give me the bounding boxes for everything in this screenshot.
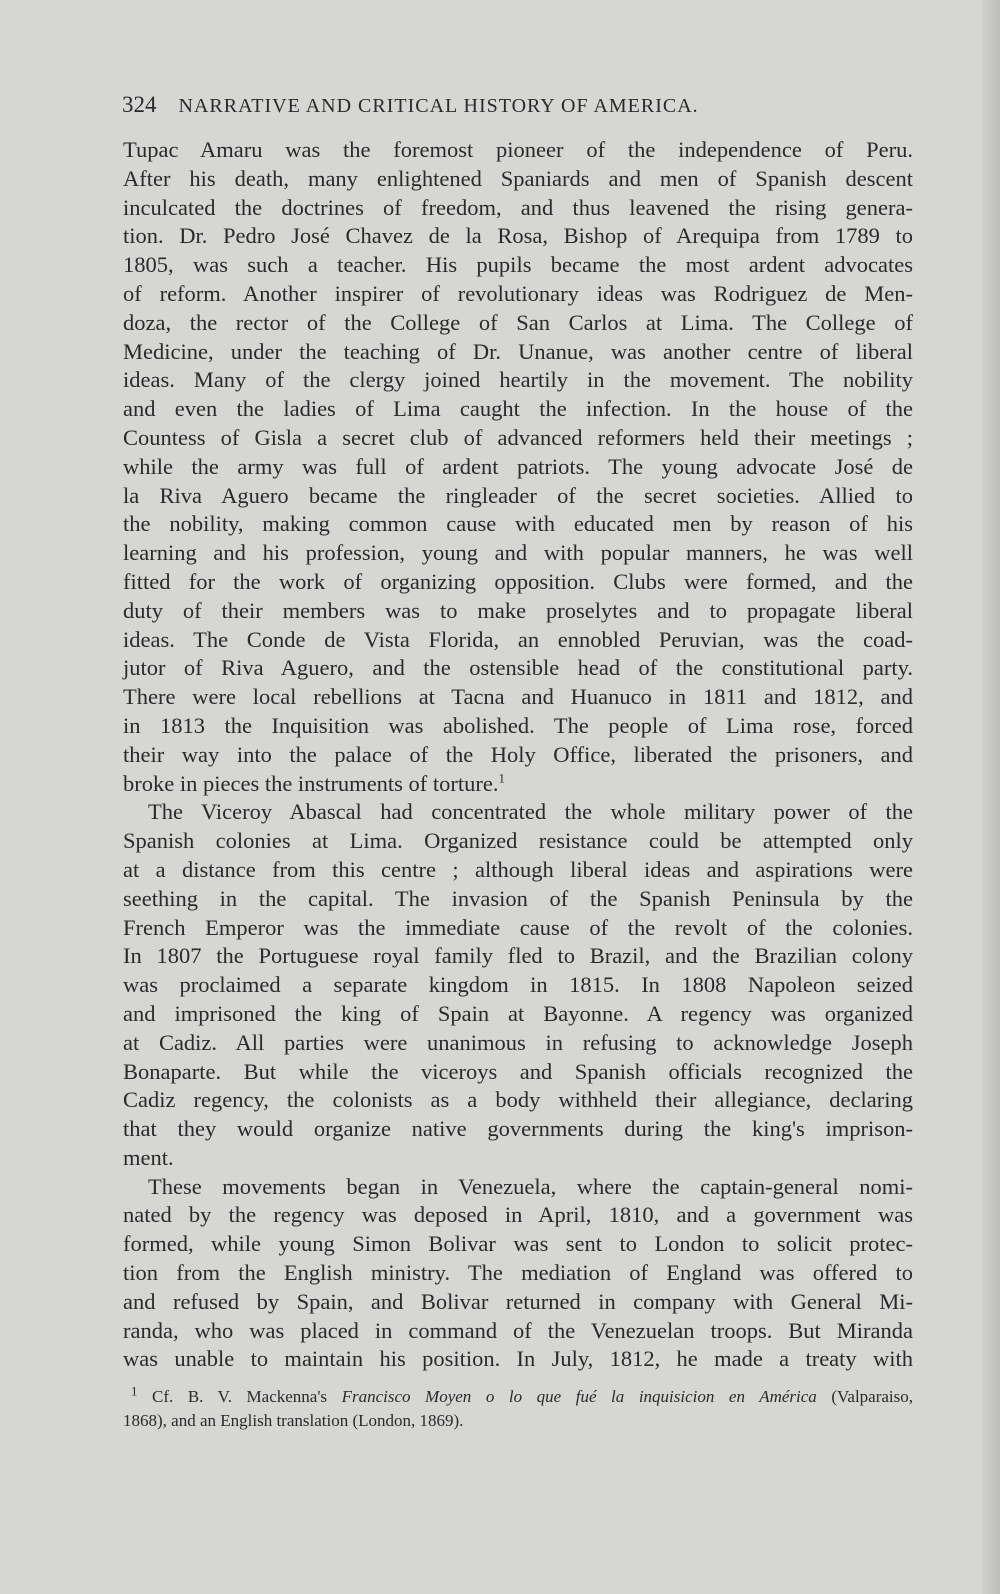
text-line: Countess of Gisla a secret club of advanced reformers held their meetings ; (123, 424, 913, 450)
text-line: duty of their members was to make proselytes and to propagate liberal (123, 597, 913, 623)
footnote-text: Cf. B. V. Mackenna's (152, 1387, 328, 1406)
text-line: was unable to maintain his position. In July, 1812, he made a treaty with (123, 1346, 913, 1372)
footnote (123, 1385, 913, 1433)
text-line: and even the ladies of Lima caught the infection. In the house of the (123, 396, 913, 422)
text-line: French Emperor was the immediate cause of the revolt of the colonies. (123, 914, 913, 940)
text-line: tion. Dr. Pedro José Chavez de la Rosa, Bishop of Arequipa from 1789 to (123, 223, 913, 249)
footnote-text: (Valparaiso, (831, 1387, 914, 1406)
text-line: doza, the rector of the College of San Carlos at Lima. The College of (123, 309, 913, 335)
text-line: randa, who was placed in command of the Venezuelan troops. But Miranda (123, 1317, 913, 1343)
text-line: formed, while young Simon Bolivar was sent to London to solicit protec- (123, 1231, 913, 1257)
footnote-line: 1868), and an English translation (London, 1869). (123, 1411, 464, 1430)
text-line: There were local rebellions at Tacna and Huanuco in 1811 and 1812, and (123, 684, 913, 710)
text-line: Cadiz regency, the colonists as a body withheld their allegiance, declaring (123, 1087, 913, 1113)
text-line-with-footnote (123, 770, 913, 799)
text-line: After his death, many enlightened Spaniards and men of Spanish descent (123, 165, 913, 191)
text-line: at a distance from this centre ; although liberal ideas and aspirations were (123, 856, 913, 882)
text-line: nated by the regency was deposed in April, 1810, and a government was (123, 1202, 913, 1228)
text-line: Medicine, under the teaching of Dr. Unanue, was another centre of liberal (123, 338, 913, 364)
text-line: of reform. Another inspirer of revolutionary ideas was Rodriguez de Men- (123, 280, 913, 306)
text-line: that they would organize native governments during the king's imprison- (123, 1116, 913, 1142)
text-line: and imprisoned the king of Spain at Bayonne. A regency was organized (123, 1000, 913, 1026)
text-line: in 1813 the Inquisition was abolished. The people of Lima rose, forced (123, 712, 913, 738)
page-edge-shadow (982, 0, 1000, 1594)
footnote-reference[interactable]: 1 (498, 770, 506, 786)
text-line: In 1807 the Portuguese royal family fled to Brazil, and the Brazilian colony (123, 943, 913, 969)
running-header (122, 92, 912, 118)
footnote-marker: 1 (131, 1383, 138, 1399)
text-line: tion from the English ministry. The mediation of England was offered to (123, 1260, 913, 1286)
text-line: Tupac Amaru was the foremost pioneer of the independence of Peru. (123, 137, 913, 162)
text-line: Bonaparte. But while the viceroys and Spanish officials recognized the (123, 1058, 913, 1084)
running-title: NARRATIVE AND CRITICAL HISTORY OF AMERICA. (178, 95, 699, 117)
text-line: ideas. Many of the clergy joined heartily in the movement. The nobility (123, 367, 913, 393)
text-line: seething in the capital. The invasion of the Spanish Peninsula by the (123, 885, 913, 911)
text-line: their way into the palace of the Holy Office, liberated the prisoners, and (123, 741, 913, 767)
text-line: fitted for the work of organizing opposition. Clubs were formed, and the (123, 568, 913, 594)
text-line: 1805, was such a teacher. His pupils became the most ardent advocates (123, 252, 913, 278)
text-line: the nobility, making common cause with educated men by reason of his (123, 511, 913, 537)
text-line: la Riva Aguero became the ringleader of the secret societies. Allied to (123, 482, 913, 508)
text-line: at Cadiz. All parties were unanimous in refusing to acknowledge Joseph (123, 1029, 913, 1055)
footnote-cited-title: Francisco Moyen o lo que fué la inquisicion en América (341, 1387, 817, 1406)
text-line: The Viceroy Abascal had concentrated the whole military power of the (148, 799, 913, 825)
text-line: while the army was full of ardent patriots. The young advocate José de (123, 453, 913, 479)
text-line: ment. (123, 1144, 174, 1170)
text-line: These movements began in Venezuela, where the captain-general nomi- (148, 1173, 913, 1199)
text-line: and refused by Spain, and Bolivar returned in company with General Mi- (123, 1288, 913, 1314)
text-line: inculcated the doctrines of freedom, and thus leavened the rising genera- (123, 194, 913, 220)
text-line: broke in pieces the instruments of torture. (123, 770, 499, 796)
footnote-line (123, 1385, 913, 1409)
text-line: Spanish colonies at Lima. Organized resistance could be attempted only (123, 828, 913, 854)
text-line: was proclaimed a separate kingdom in 1815. In 1808 Napoleon seized (123, 972, 913, 998)
text-line: jutor of Riva Aguero, and the ostensible head of the constitutional party. (123, 655, 913, 681)
body-text (123, 136, 913, 1374)
page-number: 324 (122, 92, 157, 117)
text-line: ideas. The Conde de Vista Florida, an ennobled Peruvian, was the coad- (123, 626, 913, 652)
text-line: learning and his profession, young and with popular manners, he was well (123, 540, 913, 566)
